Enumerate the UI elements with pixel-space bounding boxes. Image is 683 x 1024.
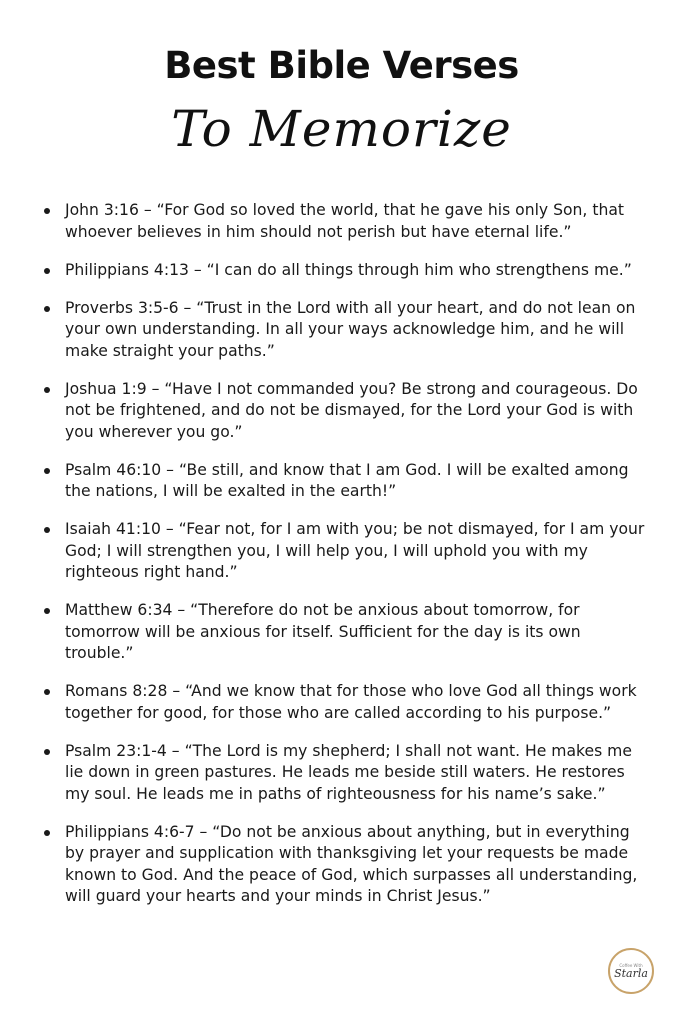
list-item: Romans 8:28 – “And we know that for those who love God all things work together for good, for those who are called according to his purpose.”	[44, 681, 650, 724]
brand-logo	[608, 948, 654, 994]
list-item: Philippians 4:6-7 – “Do not be anxious about anything, but in everything by prayer and supplication with thanksgiving let your requests be made known to God. And the peace of God, which surpasses all understanding, will guard your hearts and your minds in Christ Jesus.”	[44, 822, 650, 908]
list-item: Philippians 4:13 – “I can do all things through him who strengthens me.”	[44, 260, 650, 282]
page-subtitle: To Memorize	[171, 100, 512, 158]
list-item: Matthew 6:34 – “Therefore do not be anxious about tomorrow, for tomorrow will be anxious for itself. Sufficient for the day is its own trouble.”	[44, 600, 650, 665]
logo-top-text: Coffee With	[619, 962, 643, 968]
list-item: Psalm 23:1-4 – “The Lord is my shepherd; I shall not want. He makes me lie down in green pastures. He leads me beside still waters. He restores my soul. He leads me in paths of righteousness for his name’s sake.”	[44, 741, 650, 806]
list-item: Proverbs 3:5-6 – “Trust in the Lord with all your heart, and do not lean on your own understanding. In all your ways acknowledge him, and he will make straight your paths.”	[44, 298, 650, 363]
list-item: Psalm 46:10 – “Be still, and know that I am God. I will be exalted among the nations, I will be exalted in the earth!”	[44, 460, 650, 503]
list-item: John 3:16 – “For God so loved the world, that he gave his only Son, that whoever believes in him should not perish but have eternal life.”	[44, 200, 650, 243]
logo-main-text: Starla	[614, 966, 648, 980]
list-item: Isaiah 41:10 – “Fear not, for I am with you; be not dismayed, for I am your God; I will strengthen you, I will help you, I will uphold you with my righteous right hand.”	[44, 519, 650, 584]
page-title: Best Bible Verses	[164, 44, 519, 87]
list-item: Joshua 1:9 – “Have I not commanded you? Be strong and courageous. Do not be frightened, and do not be dismayed, for the Lord your God is with you wherever you go.”	[44, 379, 650, 444]
verse-list	[44, 200, 650, 924]
